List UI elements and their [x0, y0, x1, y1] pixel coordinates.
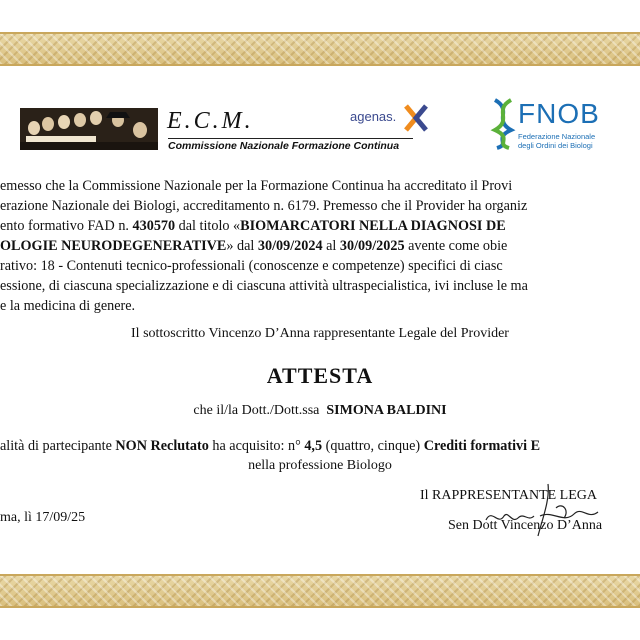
signature-block [420, 488, 640, 534]
recipient-line [0, 403, 640, 419]
recipient-name: SIMONA BALDINI [326, 403, 447, 418]
fnob-title: FNOB [518, 98, 600, 129]
event-title-part1: BIOMARCATORI NELLA DIAGNOSI DE [240, 218, 506, 234]
body-line-4 [0, 236, 640, 256]
body-line-5: rativo: 18 - Contenuti tecnico-professionali (conoscenze e competenze) specifici di ciasc [0, 258, 503, 274]
credits-c: (quattro, cinque) [322, 438, 424, 454]
signatory-statement: Il sottoscritto Vincenzo D’Anna rappresentante Legale del Provider [131, 326, 509, 341]
body-line-7: e la medicina di genere. [0, 298, 136, 314]
body-line-4-c: avente come obie [404, 238, 508, 254]
profession-line: nella professione Biologo [248, 458, 392, 473]
credits-line [0, 438, 640, 455]
body-line-4-b: al [322, 238, 340, 254]
body-line-3-b: dal titolo « [175, 218, 241, 234]
body-line-4-a: » dal [226, 238, 258, 254]
participant-role: NON Reclutato [115, 438, 209, 454]
agenas-logo-text: agenas. [350, 109, 397, 124]
ecm-subtitle: Commissione Nazionale Formazione Continua [168, 138, 413, 152]
fnob-helix-icon [489, 98, 517, 150]
place-date: ma, lì 17/09/25 [0, 510, 86, 525]
body-line-3 [0, 216, 640, 236]
credits-label: Crediti formativi E [423, 438, 541, 454]
decorative-border-bottom [0, 574, 640, 608]
event-title-part2: OLOGIE NEURODEGENERATIVE [0, 238, 227, 254]
fnob-subtitle [518, 132, 595, 150]
body-line-6: essione, di ciascuna specializzazione e di ciascuna attività ultraspecialistica, ivi incluse le ma [0, 278, 528, 294]
fnob-subtitle-line2: degli Ordini dei Biologi [518, 141, 593, 150]
decorative-border-top [0, 32, 640, 66]
credits-a: alità di partecipante [0, 438, 116, 454]
signature-title: Il RAPPRESENTANTE LEGA [420, 488, 597, 503]
certificate-header [0, 90, 640, 170]
credits-number: 4,5 [304, 438, 323, 454]
recipient-prefix: che il/la Dott./Dott.ssa [193, 403, 320, 418]
event-end-date: 30/09/2025 [339, 238, 405, 254]
attesta-heading: ATTESTA [266, 363, 374, 388]
anatomy-lesson-painting-image [20, 108, 158, 150]
credits-b: ha acquisito: n° [208, 438, 305, 454]
body-line-2: erazione Nazionale dei Biologi, accreditamento n. 6179. Premesso che il Provider ha organiz [0, 198, 528, 214]
fnob-subtitle-line1: Federazione Nazionale [518, 132, 596, 141]
body-line-1: emesso che la Commissione Nazionale per la Formazione Continua ha accreditato il Provi [0, 178, 513, 194]
agenas-logo-icon [400, 102, 432, 134]
ecm-title: E.C.M. [167, 108, 254, 134]
body-line-3-a: ento formativo FAD n. [0, 218, 133, 234]
event-id: 430570 [132, 218, 176, 234]
event-start-date: 30/09/2024 [257, 238, 323, 254]
signature-name: Sen Dott Vincenzo D’Anna [448, 518, 603, 533]
